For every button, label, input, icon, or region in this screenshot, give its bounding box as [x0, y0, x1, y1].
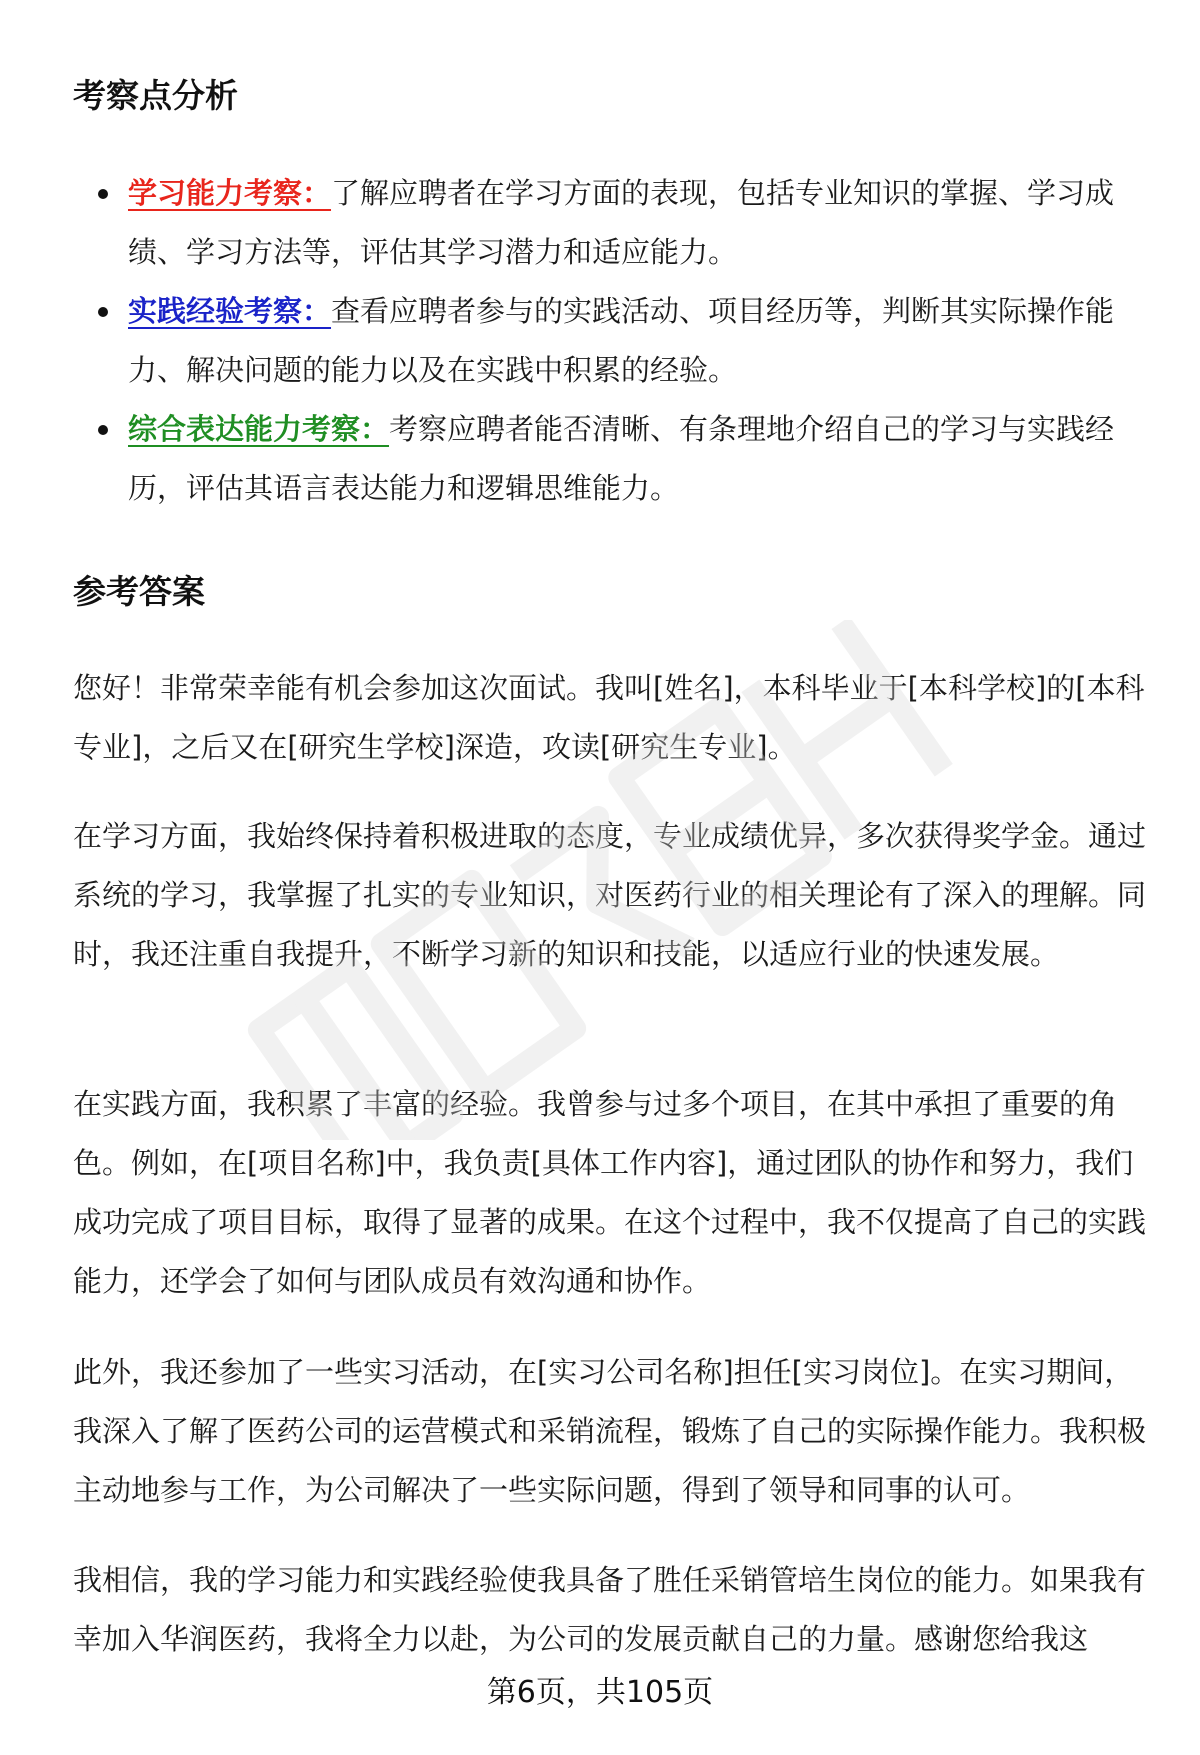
bullet-item-learning	[73, 164, 1155, 282]
bullet-text-practice: 查看应聘者参与的实践活动、项目经历等，判断其实际操作能力、解决问题的能力以及在实践中积累的经验。	[128, 294, 1115, 387]
bullet-dot-icon	[98, 189, 108, 199]
answer-paragraph-intro: 您好！非常荣幸能有机会参加这次面试。我叫[姓名]，本科毕业于[本科学校]的[本科专业]，之后又在[研究生学校]深造，攻读[研究生专业]。	[73, 671, 1145, 764]
bullet-label-practice: 实践经验考察：	[128, 294, 332, 328]
answer-paragraph-study: 在学习方面，我始终保持着积极进取的态度，专业成绩优异，多次获得奖学金。通过系统的学习，我掌握了扎实的专业知识，对医药行业的相关理论有了深入的理解。同时，我还注重自我提升，不断学习新的知识和技能，以适应行业的快速发展。	[73, 819, 1147, 971]
bullet-item-practice	[73, 282, 1155, 400]
answer-paragraph-closing: 我相信，我的学习能力和实践经验使我具备了胜任采销管培生岗位的能力。如果我有幸加入华润医药，我将全力以赴，为公司的发展贡献自己的力量。感谢您给我这	[73, 1563, 1147, 1656]
answer-paragraph-practice: 在实践方面，我积累了丰富的经验。我曾参与过多个项目，在其中承担了重要的角色。例如，在[项目名称]中，我负责[具体工作内容]，通过团队的协作和努力，我们成功完成了项目目标，取得了显著的成果。在这个过程中，我不仅提高了自己的实践能力，还学会了如何与团队成员有效沟通和协作。	[73, 1087, 1147, 1298]
bullet-dot-icon	[98, 307, 108, 317]
answer-paragraph-internship: 此外，我还参加了一些实习活动，在[实习公司名称]担任[实习岗位]。在实习期间，我深入了解了医药公司的运营模式和采销流程，锻炼了自己的实际操作能力。我积极主动地参与工作，为公司解决了一些实际问题，得到了领导和同事的认可。	[73, 1355, 1147, 1507]
bullet-text-learning: 了解应聘者在学习方面的表现，包括专业知识的掌握、学习成绩、学习方法等，评估其学习潜力和适应能力。	[128, 176, 1115, 269]
bullet-label-expression: 综合表达能力考察：	[128, 412, 390, 446]
page-footer-page-number: 第6页，共105页	[486, 1675, 714, 1710]
answer-section-title: 参考答案	[73, 572, 205, 611]
analysis-section-title: 考察点分析	[73, 76, 238, 115]
bullet-item-expression	[73, 400, 1155, 518]
bullet-dot-icon	[98, 425, 108, 435]
analysis-bullet-list	[73, 164, 1155, 518]
bullet-label-learning: 学习能力考察：	[128, 176, 332, 210]
bullet-text-expression: 考察应聘者能否清晰、有条理地介绍自己的学习与实践经历，评估其语言表达能力和逻辑思维能力。	[128, 412, 1115, 505]
